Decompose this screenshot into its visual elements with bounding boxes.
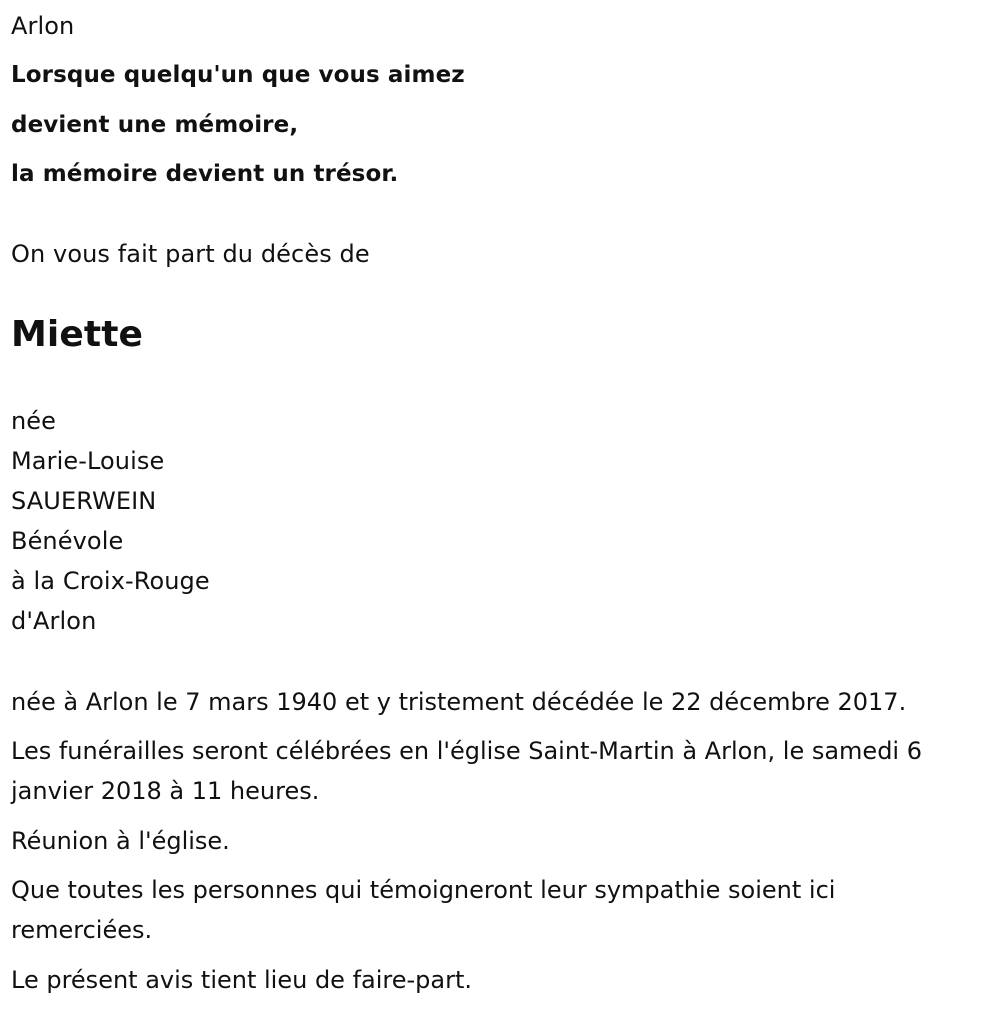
detail-line-1: née: [11, 407, 57, 435]
detail-line-3: SAUERWEIN: [11, 487, 157, 515]
detail-line-6: d'Arlon: [11, 607, 97, 635]
quote-line-1: Lorsque quelqu'un que vous aimez: [11, 62, 465, 88]
notice-paragraph: Le présent avis tient lieu de faire-part.: [11, 966, 473, 994]
funeral-paragraph: Les funérailles seront célébrées en l'église Saint-Martin à Arlon, le samedi 6 janvier 2018 à 11 heures.: [11, 737, 922, 805]
detail-line-4: Bénévole: [11, 527, 124, 555]
birth-death-paragraph: née à Arlon le 7 mars 1940 et y tristement décédée le 22 décembre 2017.: [11, 688, 907, 716]
quote-line-3: la mémoire devient un trésor.: [11, 161, 399, 187]
quote-line-2: devient une mémoire,: [11, 112, 299, 138]
detail-line-2: Marie-Louise: [11, 447, 165, 475]
detail-line-5: à la Croix-Rouge: [11, 567, 210, 595]
location-label: Arlon: [11, 12, 75, 40]
thanks-paragraph: Que toutes les personnes qui témoigneront leur sympathie soient ici remerciées.: [11, 876, 836, 944]
deceased-name: Miette: [11, 314, 144, 355]
intro-text: On vous fait part du décès de: [11, 240, 370, 268]
meeting-paragraph: Réunion à l'église.: [11, 827, 230, 855]
